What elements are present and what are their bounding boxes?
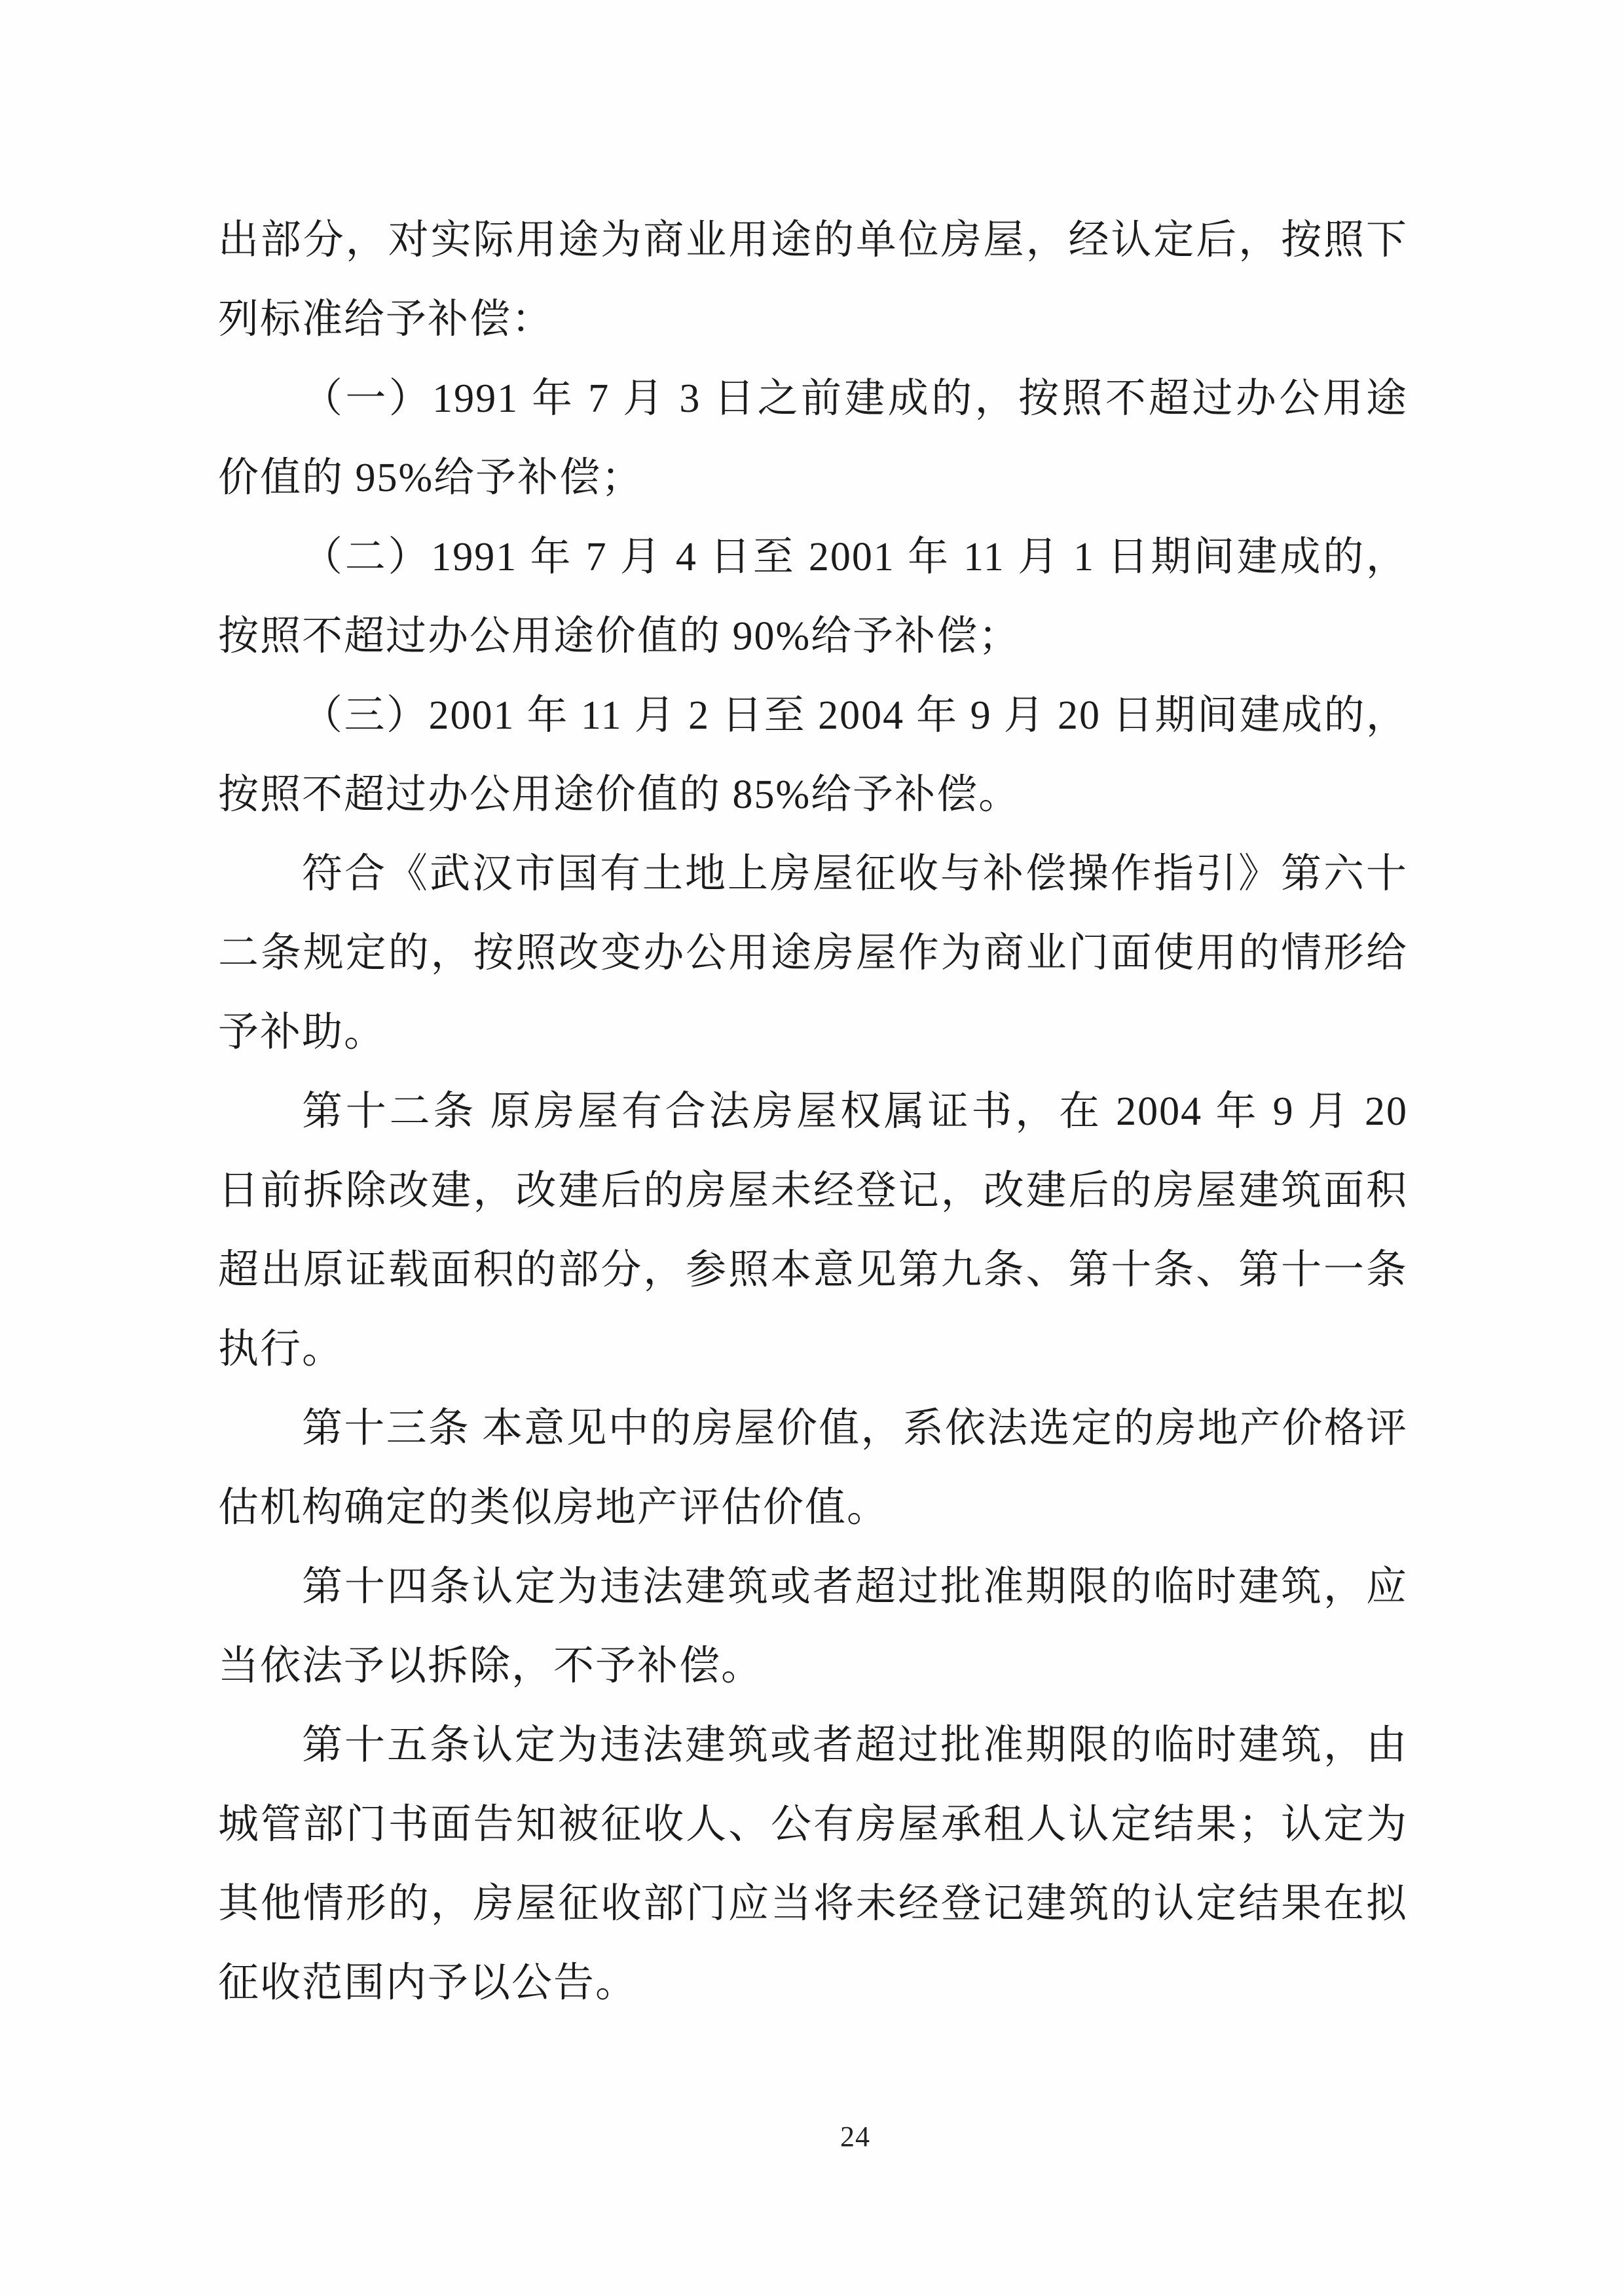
paragraph: 符合《武汉市国有土地上房屋征收与补偿操作指引》第六十二条规定的，按照改变办公用途房屋作为商业门面使用的情形给予补助。 — [218, 852, 1408, 1055]
paragraph: 第十四条认定为违法建筑或者超过批准期限的临时建筑，应当依法予以拆除，不予补偿。 — [218, 1565, 1408, 1688]
page-number: 24 — [840, 2121, 870, 2153]
paragraph: 第十五条认定为违法建筑或者超过批准期限的临时建筑，由城管部门书面告知被征收人、公有房屋承租人认定结果；认定为其他情形的，房屋征收部门应当将未经登记建筑的认定结果在拟征收范围内予以公告。 — [218, 1723, 1408, 2005]
paragraph: 第十三条 本意见中的房屋价值，系依法选定的房地产价格评估机构确定的类似房地产评估价值。 — [218, 1406, 1408, 1530]
paragraph: （二）1991 年 7 月 4 日至 2001 年 11 月 1 日期间建成的，按照不超过办公用途价值的 90%给予补偿； — [218, 535, 1408, 659]
paragraph: （三）2001 年 11 月 2 日至 2004 年 9 月 20 日期间建成的，按照不超过办公用途价值的 85%给予补偿。 — [218, 693, 1408, 817]
page-footer — [0, 2120, 1624, 2154]
document-body — [218, 201, 1408, 2023]
paragraph: 出部分，对实际用途为商业用途的单位房屋，经认定后，按照下列标准给予补偿： — [218, 218, 1408, 342]
paragraph: （一）1991 年 7 月 3 日之前建成的，按照不超过办公用途价值的 95%给予补偿； — [218, 376, 1408, 500]
paragraph: 第十二条 原房屋有合法房屋权属证书，在 2004 年 9 月 20 日前拆除改建，改建后的房屋未经登记，改建后的房屋建筑面积超出原证载面积的部分，参照本意见第九条、第十条、第十一条执行。 — [218, 1089, 1408, 1372]
